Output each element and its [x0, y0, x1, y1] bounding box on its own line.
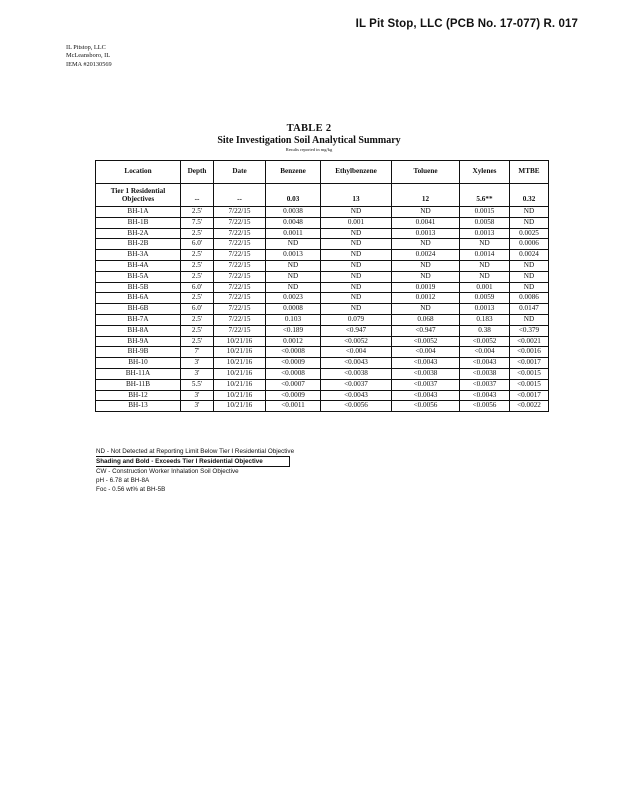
table-cell: 2.5' [181, 260, 214, 271]
table-cell: <0.0043 [392, 358, 460, 369]
table-cell: 10/21/16 [214, 379, 266, 390]
table-cell: <0.0011 [266, 401, 321, 412]
table-cell: 5.5' [181, 379, 214, 390]
table-cell: BH-5B [96, 282, 181, 293]
table-cell: <0.0038 [392, 368, 460, 379]
table-row [96, 390, 549, 401]
table-cell: <0.0009 [266, 390, 321, 401]
table-row [96, 250, 549, 261]
objectives-toluene: 12 [392, 184, 460, 207]
soil-analytical-table [95, 160, 549, 412]
table-row [96, 260, 549, 271]
table-cell: BH-2A [96, 228, 181, 239]
table-cell: BH-10 [96, 358, 181, 369]
table-cell: 0.0024 [392, 250, 460, 261]
table-cell: 10/21/16 [214, 390, 266, 401]
table-cell: <0.0007 [266, 379, 321, 390]
column-header: Xylenes [460, 161, 510, 184]
column-header: MTBE [510, 161, 549, 184]
table-cell: 7.5' [181, 217, 214, 228]
table-cell: ND [392, 239, 460, 250]
table-cell: 0.0012 [266, 336, 321, 347]
facility-city: McLeansboro, IL [66, 52, 111, 60]
table-cell: ND [321, 293, 392, 304]
table-cell: <0.0008 [266, 368, 321, 379]
table-cell: 0.0147 [510, 304, 549, 315]
table-cell: 0.0048 [266, 217, 321, 228]
table-cell: <0.947 [321, 325, 392, 336]
table-cell: <0.379 [510, 325, 549, 336]
table-cell: 0.0013 [460, 228, 510, 239]
table-cell: ND [321, 304, 392, 315]
table-cell: 6.0' [181, 282, 214, 293]
table-cell: 0.0012 [392, 293, 460, 304]
note-shading: Shading and Bold - Exceeds Tier I Residential Objective [96, 456, 290, 467]
table-cell: <0.0016 [510, 347, 549, 358]
table-units-note: Results reported in mg/kg [285, 147, 333, 152]
table-cell: ND [266, 239, 321, 250]
table-cell: <0.189 [266, 325, 321, 336]
table-cell: BH-4A [96, 260, 181, 271]
table-cell: 10/21/16 [214, 401, 266, 412]
table-header-row [96, 161, 549, 184]
table-cell: 7' [181, 347, 214, 358]
table-cell: 0.079 [321, 314, 392, 325]
table-cell: 10/21/16 [214, 347, 266, 358]
table-cell: <0.0022 [510, 401, 549, 412]
table-cell: 0.0014 [460, 250, 510, 261]
table-cell: ND [460, 260, 510, 271]
table-cell: BH-6B [96, 304, 181, 315]
table-cell: 2.5' [181, 293, 214, 304]
table-row [96, 304, 549, 315]
table-cell: <0.0037 [392, 379, 460, 390]
table-cell: 7/22/15 [214, 293, 266, 304]
objectives-ethylbenzene: 13 [321, 184, 392, 207]
objectives-label: Tier 1 Residential Objectives [96, 184, 181, 207]
table-cell: 10/21/16 [214, 336, 266, 347]
table-subtitle: Site Investigation Soil Analytical Summary [217, 135, 401, 146]
table-row [96, 368, 549, 379]
table-cell: 2.5' [181, 207, 214, 218]
note-cw: CW - Construction Worker Inhalation Soil Objective [96, 468, 239, 476]
table-cell: 10/21/16 [214, 368, 266, 379]
table-cell: <0.0008 [266, 347, 321, 358]
table-cell: ND [392, 260, 460, 271]
table-cell: ND [321, 207, 392, 218]
table-row [96, 379, 549, 390]
table-cell: 7/22/15 [214, 304, 266, 315]
note-foc: Foc - 0.56 wt% at BH-5B [96, 486, 166, 494]
table-cell: ND [510, 217, 549, 228]
table-cell: <0.0052 [321, 336, 392, 347]
table-row [96, 207, 549, 218]
table-cell: <0.0037 [321, 379, 392, 390]
table-cell: ND [321, 250, 392, 261]
table-cell: ND [460, 239, 510, 250]
table-cell: BH-1A [96, 207, 181, 218]
table-cell: 0.0041 [392, 217, 460, 228]
table-cell: 2.5' [181, 336, 214, 347]
document-header-title: IL Pit Stop, LLC (PCB No. 17-077) R. 017 [355, 18, 578, 30]
table-row [96, 282, 549, 293]
column-header: Location [96, 161, 181, 184]
objectives-mtbe: 0.32 [510, 184, 549, 207]
table-cell: ND [510, 207, 549, 218]
table-cell: 0.0015 [460, 207, 510, 218]
table-cell: BH-5A [96, 271, 181, 282]
table-cell: 3' [181, 368, 214, 379]
table-notes [96, 447, 294, 494]
table-cell: <0.0043 [321, 358, 392, 369]
table-title: TABLE 2 [286, 123, 332, 134]
table-cell: ND [392, 304, 460, 315]
table-cell: ND [266, 282, 321, 293]
table-cell: 0.0008 [266, 304, 321, 315]
table-cell: <0.0038 [321, 368, 392, 379]
table-cell: 0.0013 [392, 228, 460, 239]
table-cell: 7/22/15 [214, 260, 266, 271]
table-cell: ND [392, 271, 460, 282]
table-cell: <0.0017 [510, 358, 549, 369]
table-cell: BH-9A [96, 336, 181, 347]
table-cell: 0.0023 [266, 293, 321, 304]
table-cell: <0.0038 [460, 368, 510, 379]
table-cell: <0.0009 [266, 358, 321, 369]
table-row [96, 347, 549, 358]
table-cell: 0.0011 [266, 228, 321, 239]
table-cell: 7/22/15 [214, 271, 266, 282]
table-cell: 3' [181, 390, 214, 401]
table-cell: BH-7A [96, 314, 181, 325]
table-cell: BH-6A [96, 293, 181, 304]
table-cell: <0.0052 [392, 336, 460, 347]
table-cell: <0.0021 [510, 336, 549, 347]
table-row [96, 293, 549, 304]
table-cell: <0.0056 [392, 401, 460, 412]
table-row [96, 271, 549, 282]
table-cell: BH-11B [96, 379, 181, 390]
table-cell: <0.004 [321, 347, 392, 358]
table-cell: 0.0038 [266, 207, 321, 218]
table-cell: ND [510, 314, 549, 325]
table-cell: BH-2B [96, 239, 181, 250]
table-cell: 0.0058 [460, 217, 510, 228]
note-ph: pH - 6.78 at BH-8A [96, 477, 150, 485]
objectives-depth: -- [181, 184, 214, 207]
table-cell: <0.0056 [321, 401, 392, 412]
column-header: Date [214, 161, 266, 184]
table-cell: ND [510, 282, 549, 293]
table-cell: ND [510, 271, 549, 282]
table-cell: <0.0037 [460, 379, 510, 390]
table-cell: 0.001 [321, 217, 392, 228]
table-cell: BH-12 [96, 390, 181, 401]
table-cell: <0.0043 [460, 390, 510, 401]
table-cell: 7/22/15 [214, 228, 266, 239]
facility-id: IEMA #20130569 [66, 60, 112, 68]
table-cell: <0.004 [392, 347, 460, 358]
table-cell: <0.0052 [460, 336, 510, 347]
table-cell: BH-11A [96, 368, 181, 379]
table-cell: <0.947 [392, 325, 460, 336]
table-cell: ND [266, 260, 321, 271]
table-cell: 6.0' [181, 304, 214, 315]
table-row [96, 217, 549, 228]
table-cell: <0.0043 [321, 390, 392, 401]
table-cell: ND [321, 239, 392, 250]
table-cell: 0.0024 [510, 250, 549, 261]
table-cell: 7/22/15 [214, 207, 266, 218]
table-cell: 0.0025 [510, 228, 549, 239]
table-cell: <0.0017 [510, 390, 549, 401]
table-cell: 2.5' [181, 325, 214, 336]
objectives-benzene: 0.03 [266, 184, 321, 207]
table-cell: 0.0006 [510, 239, 549, 250]
table-cell: 0.0019 [392, 282, 460, 293]
table-cell: ND [321, 271, 392, 282]
table-cell: ND [392, 207, 460, 218]
table-cell: 0.0059 [460, 293, 510, 304]
table-cell: <0.0015 [510, 368, 549, 379]
table-cell: 2.5' [181, 250, 214, 261]
table-cell: BH-8A [96, 325, 181, 336]
column-header: Depth [181, 161, 214, 184]
table-row [96, 228, 549, 239]
table-cell: 10/21/16 [214, 358, 266, 369]
table-cell: <0.0043 [392, 390, 460, 401]
facility-address-block [66, 44, 112, 69]
column-header: Ethylbenzene [321, 161, 392, 184]
table-row [96, 325, 549, 336]
table-cell: 2.5' [181, 271, 214, 282]
table-row [96, 336, 549, 347]
table-cell: BH-13 [96, 401, 181, 412]
table-cell: 3' [181, 401, 214, 412]
objectives-row [96, 184, 549, 207]
table-cell: BH-3A [96, 250, 181, 261]
table-row [96, 358, 549, 369]
table-cell: 0.38 [460, 325, 510, 336]
table-cell: ND [321, 260, 392, 271]
table-title-block [0, 123, 618, 152]
table-cell: 7/22/15 [214, 250, 266, 261]
table-cell: ND [510, 260, 549, 271]
table-cell: 0.0013 [460, 304, 510, 315]
table-cell: 6.0' [181, 239, 214, 250]
table-cell: 0.001 [460, 282, 510, 293]
table-cell: ND [321, 282, 392, 293]
table-cell: ND [266, 271, 321, 282]
table-cell: 0.103 [266, 314, 321, 325]
table-cell: 7/22/15 [214, 325, 266, 336]
table-cell: 0.0013 [266, 250, 321, 261]
table-cell: BH-1B [96, 217, 181, 228]
table-cell: 2.5' [181, 228, 214, 239]
table-row [96, 239, 549, 250]
table-cell: 0.183 [460, 314, 510, 325]
table-cell: <0.0056 [460, 401, 510, 412]
table-cell: <0.004 [460, 347, 510, 358]
table-cell: 7/22/15 [214, 282, 266, 293]
table-cell: <0.0015 [510, 379, 549, 390]
table-row [96, 314, 549, 325]
table-cell: 2.5' [181, 314, 214, 325]
objectives-date: -- [214, 184, 266, 207]
note-nd: ND - Not Detected at Reporting Limit Below Tier I Residential Objective [96, 448, 295, 455]
table-cell: 7/22/15 [214, 314, 266, 325]
column-header: Toluene [392, 161, 460, 184]
table-cell: ND [321, 228, 392, 239]
table-cell: 3' [181, 358, 214, 369]
table-row [96, 401, 549, 412]
facility-name: IL Pitstop, LLC [66, 44, 106, 51]
table-cell: BH-9B [96, 347, 181, 358]
table-cell: <0.0043 [460, 358, 510, 369]
column-header: Benzene [266, 161, 321, 184]
table-cell: 7/22/15 [214, 239, 266, 250]
objectives-xylenes: 5.6** [460, 184, 510, 207]
table-cell: 0.068 [392, 314, 460, 325]
table-cell: ND [460, 271, 510, 282]
table-cell: 7/22/15 [214, 217, 266, 228]
table-cell: 0.0086 [510, 293, 549, 304]
